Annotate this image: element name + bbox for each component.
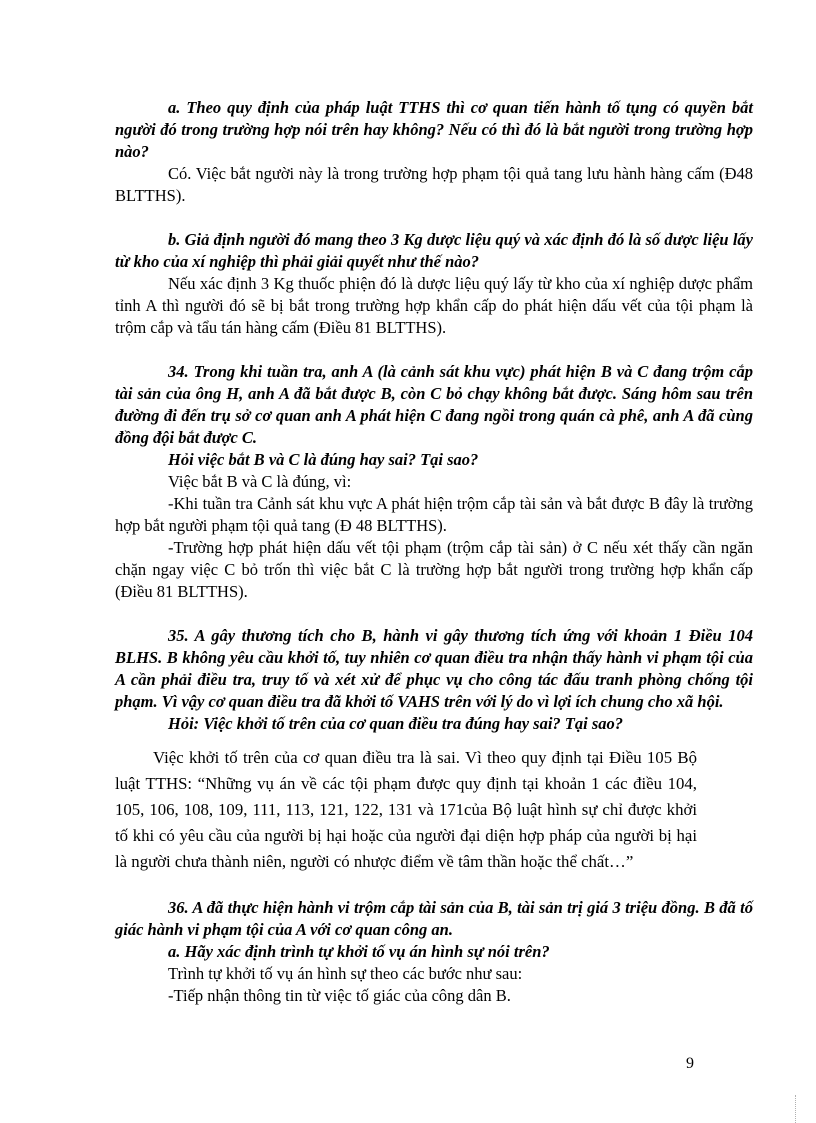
question-35-question: Hỏi: Việc khởi tố trên của cơ quan điều tra đúng hay sai? Tại sao?	[168, 714, 624, 733]
question-36-sub-a: a. Hãy xác định trình tự khởi tố vụ án hình sự nói trên?	[168, 942, 550, 961]
question-a-title: a. Theo quy định của pháp luật TTHS thì cơ quan tiến hành tố tụng có quyền bắt người đó trong trường hợp nói trên hay không? Nếu có thì đó là bắt người trong trường hợp nào?	[115, 98, 753, 161]
question-a-answer: Có. Việc bắt người này là trong trường hợp phạm tội quả tang lưu hành hàng cấm (Đ48 BLTTHS).	[115, 164, 753, 205]
page-border-rule	[795, 1095, 796, 1123]
page-number: 9	[686, 1055, 694, 1072]
question-34-answer-3: -Trường hợp phát hiện dấu vết tội phạm (trộm cắp tài sản) ở C nếu xét thấy cần ngăn chặn ngay việc C bỏ trốn thì việc bắt C là trường hợp bắt người trong trường hợp khẩn cấp (Điều 81 BLTTHS).	[115, 538, 753, 601]
question-b-title: b. Giả định người đó mang theo 3 Kg dược liệu quý và xác định đó là số dược liệu lấy từ kho của xí nghiệp thì phải giải quyết như thế nào?	[115, 230, 753, 271]
question-34-title: 34. Trong khi tuần tra, anh A (là cảnh sát khu vực) phát hiện B và C đang trộm cắp tài sản của ông H, anh A đã bắt được B, còn C bỏ chạy không bắt được. Sáng hôm sau trên đường đi đến trụ sở cơ quan anh A phát hiện C đang ngồi trong quán cà phê, anh A đã cùng đồng đội bắt được C.	[115, 362, 753, 447]
question-35-answer: Việc khởi tố trên của cơ quan điều tra là sai. Vì theo quy định tại Điều 105 Bộ luật TTHS: “Những vụ án về các tội phạm được quy định tại khoản 1 các điều 104, 105, 106, 108, 109, 111, 113, 121, 122, 131 và 171của Bộ luật hình sự chỉ được khởi tố khi có yêu cầu của người bị hại hoặc của người đại diện hợp pháp của người bị hại là người chưa thành niên, người có nhược điểm về tâm thần hoặc thể chất…”	[115, 748, 697, 871]
question-35-title: 35. A gây thương tích cho B, hành vi gây thương tích ứng với khoản 1 Điều 104 BLHS. B không yêu cầu khởi tố, tuy nhiên cơ quan điều tra nhận thấy hành vi phạm tội của A cần phải điều tra, truy tố và xét xử để phục vụ cho công tác đấu tranh phòng chống tội phạm. Vì vậy cơ quan điều tra đã khởi tố VAHS trên với lý do vì lợi ích chung cho xã hội.	[115, 626, 753, 711]
question-34-answer-2: -Khi tuần tra Cảnh sát khu vực A phát hiện trộm cắp tài sản và bắt được B đây là trường hợp bắt người phạm tội quả tang (Đ 48 BLTTHS).	[115, 494, 753, 535]
question-36-answer-2: -Tiếp nhận thông tin từ việc tố giác của công dân B.	[168, 986, 511, 1005]
spacer	[115, 875, 753, 897]
question-34-question: Hỏi việc bắt B và C là đúng hay sai? Tại sao?	[168, 450, 479, 469]
question-36-answer-1: Trình tự khởi tố vụ án hình sự theo các bước như sau:	[168, 964, 523, 983]
spacer	[115, 735, 753, 745]
question-b-answer: Nếu xác định 3 Kg thuốc phiện đó là dược liệu quý lấy từ kho của xí nghiệp dược phẩm tỉnh A thì người đó sẽ bị bắt trong trường hợp khẩn cấp do phát hiện dấu vết của tội phạm là trộm cắp và tẩu tán hàng cấm (Điều 81 BLTTHS).	[115, 274, 753, 337]
question-36-title: 36. A đã thực hiện hành vi trộm cắp tài sản của B, tài sản trị giá 3 triệu đồng. B đã tố giác hành vi phạm tội của A với cơ quan công an.	[115, 898, 753, 939]
question-34-answer-1: Việc bắt B và C là đúng, vì:	[168, 472, 352, 491]
spacer	[115, 207, 753, 229]
spacer	[115, 339, 753, 361]
spacer	[115, 603, 753, 625]
document-page	[115, 97, 753, 1007]
